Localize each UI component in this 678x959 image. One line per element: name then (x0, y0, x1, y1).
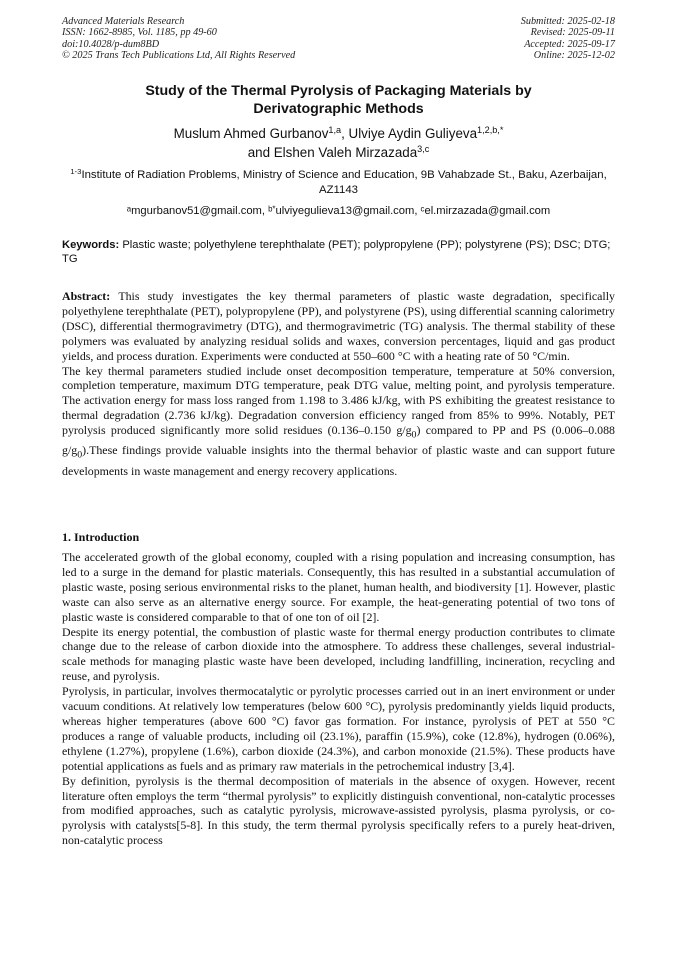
author-separator: , (341, 126, 349, 141)
abstract-label: Abstract: (62, 289, 111, 303)
section-heading-introduction: 1. Introduction (62, 530, 140, 544)
email-b-sup: b* (268, 204, 276, 214)
affiliation (62, 168, 615, 198)
author-3-affil: 3,c (417, 143, 430, 154)
author-and: and (247, 144, 274, 160)
abstract-sub-2: 0 (77, 449, 83, 461)
revised-date: Revised: 2025-09-11 (530, 27, 615, 39)
abstract (62, 289, 615, 479)
author-2-affil: 1,2,b,* (477, 125, 504, 135)
intro-paragraph-2: Despite its energy potential, the combustion of plastic waste for thermal energy production contributes to climate change due to the release of carbon dioxide into the atmosphere. To address these challenges, several industrial-scale methods for managing plastic waste have been developed, including landfilling, incineration, recycling and reuse, and pyrolysis. (62, 624, 615, 684)
abstract-text-2a: The key thermal parameters studied include onset decomposition temperature, temperature at 50% conversion, completion temperature, maximum DTG temperature, peak DTG value, melting point, and pyrolysis temperature. The activation energy for mass loss ranged from 1.198 to 3.486 kJ/kg, with PS exhibiting the greatest resistance to thermal degradation (2.736 kJ/kg). Degradation conversion efficiency ranged from 85% to 99%. Notably, PET pyrolysis produced significantly more solid residues (0.136–0.150 g/g (62, 363, 615, 438)
intro-paragraph-1: The accelerated growth of the global economy, coupled with a rising population and increasing consumption, has led to a surge in the demand for plastic materials. Consequently, this has resulted in a substantial accumulation of plastic waste, posing serious environmental risks to the planet, human health, and biodiversity [1]. However, plastic waste can also serve as an alternative energy source. For example, the heat-generating potential of two tons of plastic waste is considered comparable to that of one ton of oil [2]. (62, 550, 615, 624)
abstract-paragraph-2 (62, 364, 615, 479)
abstract-text-2b: ) compared to PP and PS (0.006–0.088 g/g (62, 423, 615, 458)
abstract-paragraph-1 (62, 289, 615, 364)
keywords (62, 238, 615, 266)
issn-volume: ISSN: 1662-8985, Vol. 1185, pp 49-60 (62, 27, 217, 39)
title-line-2: Derivatographic Methods (253, 101, 424, 117)
email-a: mgurbanov51@gmail.com, (131, 205, 265, 217)
author-1-affil: 1,a (328, 125, 342, 135)
email-c-sup: c (420, 204, 425, 214)
introduction-body (62, 550, 615, 848)
keywords-text: Plastic waste; polyethylene terephthalate (PET); polypropylene (PP); polystyrene (PS); DSC; DTG; TG (62, 239, 611, 265)
journal-name: Advanced Materials Research (62, 16, 185, 27)
accepted-date: Accepted: 2025-09-17 (524, 38, 615, 50)
abstract-sub-1: 0 (411, 429, 417, 441)
doi: doi:10.4028/p-dum8BD (62, 38, 160, 50)
keywords-label: Keywords: (62, 239, 120, 251)
email-c: el.mirzazada@gmail.com (424, 205, 551, 217)
author-2: Ulviye Aydin Guliyeva (348, 126, 478, 141)
online-date: Online: 2025-12-02 (533, 49, 615, 61)
paper-title (62, 82, 615, 118)
affiliation-sup: 1-3 (70, 166, 82, 176)
author-list (62, 125, 615, 162)
abstract-text-2c: ).These findings provide valuable insights into the thermal behavior of plastic waste and can support future developments in waste management and energy recovery applications. (62, 443, 615, 478)
journal-info (62, 16, 295, 61)
email-b: ulviyegulieva13@gmail.com, (275, 205, 418, 217)
authors-line-1 (62, 125, 615, 144)
author-emails (62, 204, 615, 218)
author-3: Elshen Valeh Mirzazada (273, 144, 418, 160)
copyright: © 2025 Trans Tech Publications Ltd, All Rights Reserved (62, 49, 296, 61)
title-line-1: Study of the Thermal Pyrolysis of Packaging Materials by (145, 83, 532, 99)
submission-dates (521, 16, 615, 61)
affiliation-text: Institute of Radiation Problems, Ministry of Science and Education, 9B Vahabzade St., Baku, Azerbaijan, AZ1143 (81, 169, 607, 196)
intro-paragraph-4: By definition, pyrolysis is the thermal decomposition of materials in the absence of oxygen. However, recent literature often employs the term “thermal pyrolysis” to explicitly distinguish conventional, non-catalytic processes from modified approaches, such as catalytic pyrolysis, microwave-assisted pyrolysis, plasma pyrolysis, or co-pyrolysis with catalysts[5-8]. In this study, the term thermal pyrolysis specifically refers to a purely heat-driven, non-catalytic process (62, 773, 615, 848)
intro-paragraph-3: Pyrolysis, in particular, involves thermocatalytic or pyrolytic processes carried out in an inert environment or under vacuum conditions. At relatively low temperatures (below 600 °C), pyrolysis predominantly yields liquid products, whereas higher temperatures (above 600 °C) favor gas formation. For instance, pyrolysis of PET at 550 °C produces a range of valuable products, including oil (23.1%), paraffin (15.9%), coke (12.8%), hydrogen (0.06%), ethylene (1.27%), propylene (1.6%), carbon dioxide (24.3%), and carbon monoxide (21.5%). These products have potential applications as fuels and as primary raw materials in the petrochemical industry [3,4]. (62, 684, 615, 773)
submitted-date: Submitted: 2025-02-18 (520, 16, 615, 27)
email-a-sup: a (126, 204, 132, 214)
author-1: Muslum Ahmed Gurbanov (173, 126, 329, 141)
abstract-text-1: This study investigates the key thermal parameters of plastic waste degradation, specifically polyethylene terephthalate (PET), polypropylene (PP), and polystyrene (PS), using differential scanning calorimetry (DSC), differential thermogravimetry (DTG), and thermogravimetric (TG) analysis. The thermal stability of these polymers was evaluated by analyzing residual solids and waxes, conversion percentages, liquid and gas product yields, and process duration. Experiments were conducted at 550–600 °C with a heating rate of 50 °C/min. (62, 289, 615, 363)
authors-line-2 (62, 144, 615, 163)
